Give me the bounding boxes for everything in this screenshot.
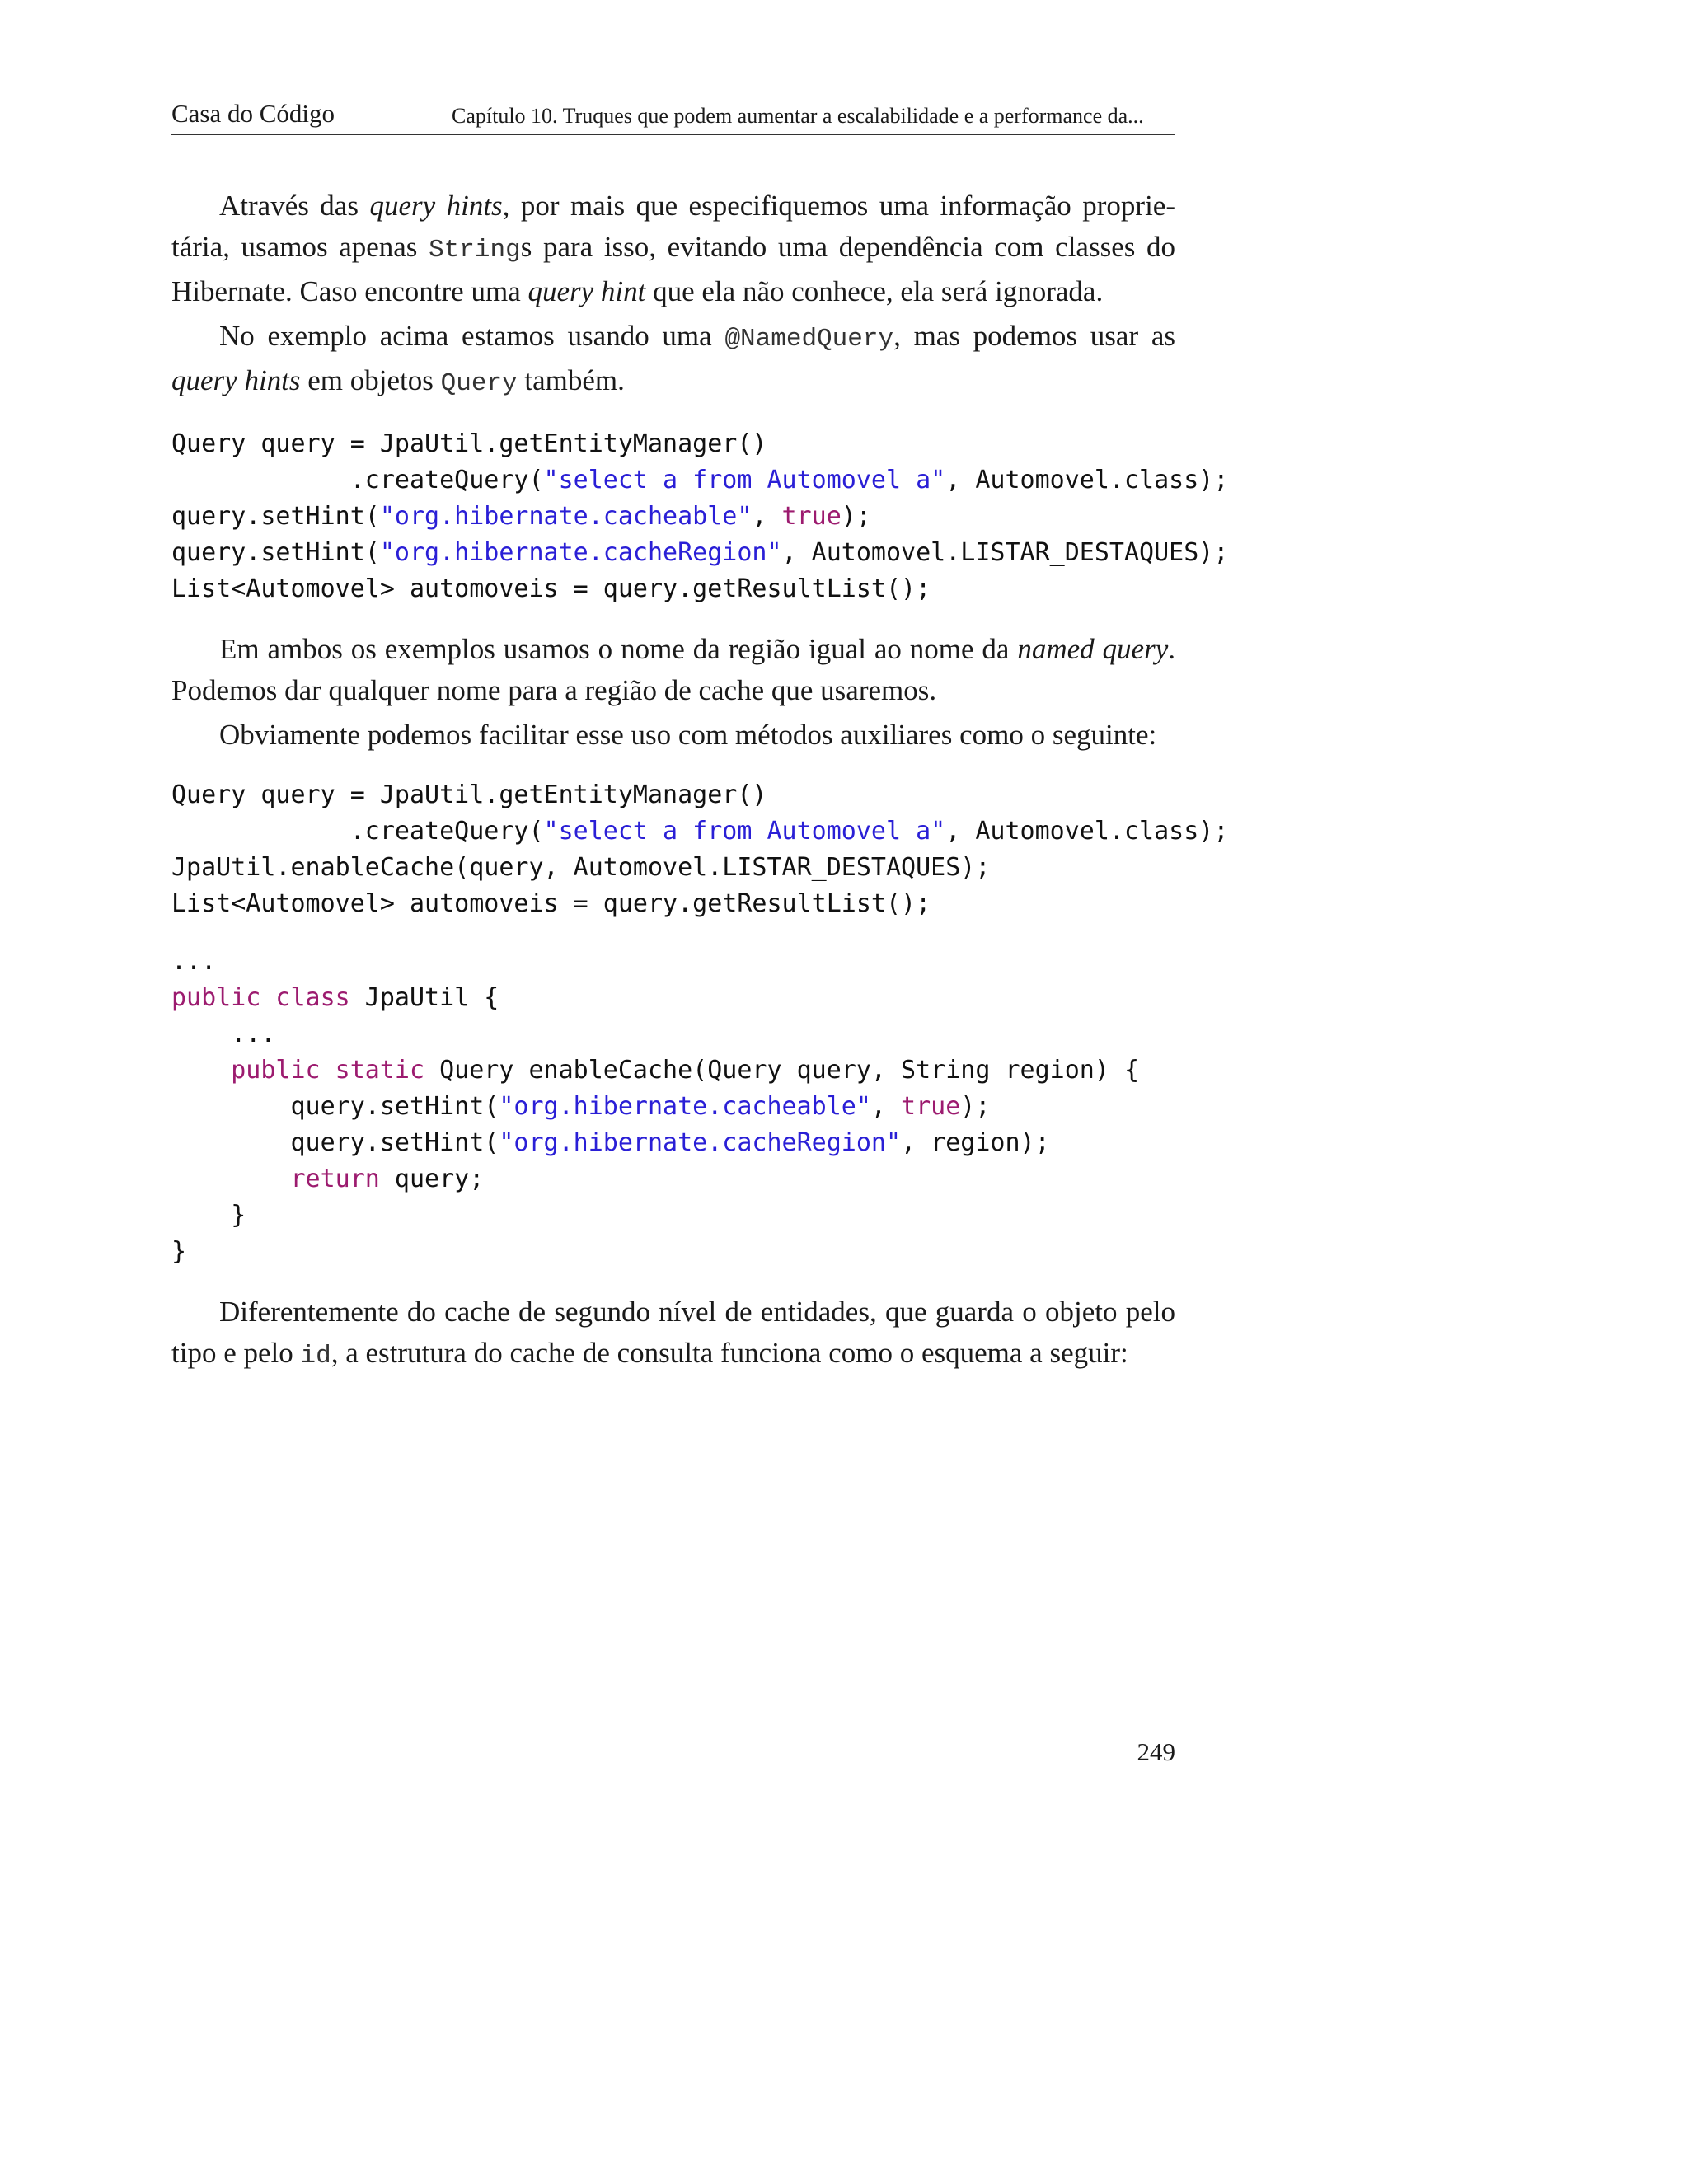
publisher-name: Casa do Código (171, 99, 335, 128)
code-line: } (171, 1237, 187, 1266)
code-indent (171, 1056, 231, 1085)
code-string: "org.hibernate.cacheRegion" (379, 538, 782, 567)
emphasis: query hints (171, 364, 301, 396)
paragraph-region-name (171, 629, 1175, 711)
code-line: ... (171, 1019, 276, 1048)
text: , mas podemos usar as (893, 320, 1175, 352)
code-token: query.setHint( (171, 1092, 499, 1121)
inline-code: @NamedQuery (724, 325, 894, 354)
code-token: , Automovel.LISTAR_DESTAQUES); (781, 538, 1229, 567)
code-token: .createQuery( (171, 466, 544, 494)
text: , a estrutura do cache de consulta funciona como o esquema a seguir: (331, 1337, 1128, 1369)
paragraph-query-hints (171, 185, 1175, 312)
text: Em ambos os exemplos usamos o nome da região igual ao nome da (219, 633, 1018, 665)
paragraph-query-cache-structure (171, 1291, 1175, 1377)
text: Através das (219, 190, 370, 222)
code-line: ... (171, 947, 217, 976)
chapter-title: Capítulo 10. Truques que podem aumentar a escalabilidade e a performance da... (452, 104, 1144, 128)
code-keyword: public static (231, 1056, 425, 1085)
code-line: } (171, 1201, 246, 1230)
code-string: "select a from Automovel a" (543, 817, 946, 846)
inline-code: String (429, 236, 521, 265)
code-block-enable-cache-usage (171, 777, 1229, 922)
code-token: , (752, 502, 782, 531)
code-token: JpaUtil { (349, 983, 499, 1012)
code-token: query.setHint( (171, 1128, 499, 1157)
text: , por mais que especifiquemos uma informação proprie-tária, usamos apenas (171, 190, 1175, 263)
code-token: ); (841, 502, 871, 531)
code-block-jpautil-class (171, 944, 1175, 1270)
code-token: , Automovel.class); (945, 466, 1229, 494)
paragraph-named-query (171, 316, 1175, 405)
code-line: List<Automovel> automoveis = query.getResultList(); (171, 889, 931, 918)
text: Obviamente podemos facilitar esse uso com métodos auxiliares como o seguinte: (219, 719, 1157, 751)
text: s para isso, evitando uma dependência com classes do Hibernate. Caso encontre uma (171, 231, 1175, 307)
paragraph-helper-methods (171, 715, 1175, 756)
code-token: , Automovel.class); (945, 817, 1229, 846)
text: também. (517, 364, 625, 396)
code-line: JpaUtil.enableCache(query, Automovel.LISTAR_DESTAQUES); (171, 853, 991, 882)
code-keyword: public class (171, 983, 350, 1012)
inline-code: id (300, 1342, 331, 1371)
text: em objetos (300, 364, 441, 396)
code-string: "org.hibernate.cacheable" (379, 502, 753, 531)
code-keyword: true (901, 1092, 961, 1121)
page-number: 249 (1137, 1737, 1175, 1766)
emphasis: query hints (369, 190, 503, 222)
code-string: "select a from Automovel a" (543, 466, 946, 494)
code-keyword: true (781, 502, 842, 531)
code-keyword: return (290, 1165, 380, 1193)
inline-code: Query (440, 369, 518, 398)
code-line: Query query = JpaUtil.getEntityManager() (171, 780, 767, 809)
text: No exemplo acima estamos usando uma (219, 320, 725, 352)
code-token: .createQuery( (171, 817, 544, 846)
code-token: , region); (901, 1128, 1050, 1157)
text: Diferentemente do cache de segundo nível de entidades, que guarda o objeto pelo tipo e pelo (171, 1296, 1175, 1369)
page-body (171, 185, 1229, 1380)
code-token: query.setHint( (171, 538, 380, 567)
code-token: query.setHint( (171, 502, 380, 531)
code-indent (171, 1165, 291, 1193)
running-header (171, 97, 1175, 135)
code-string: "org.hibernate.cacheable" (499, 1092, 871, 1121)
code-token: query; (379, 1165, 485, 1193)
text: que ela não conhece, ela será ignorada. (645, 275, 1104, 307)
code-token: Query enableCache(Query query, String region) { (424, 1056, 1140, 1085)
text: . Podemos dar qualquer nome para a região de cache que usaremos. (171, 633, 1175, 706)
code-block-query-hints (171, 426, 1229, 607)
code-line: Query query = JpaUtil.getEntityManager() (171, 429, 767, 458)
code-line: List<Automovel> automoveis = query.getResultList(); (171, 574, 931, 603)
code-token: , (870, 1092, 902, 1121)
code-token: ); (960, 1092, 991, 1121)
emphasis: query hint (528, 275, 646, 307)
emphasis: named query (1017, 633, 1169, 665)
code-string: "org.hibernate.cacheRegion" (499, 1128, 902, 1157)
